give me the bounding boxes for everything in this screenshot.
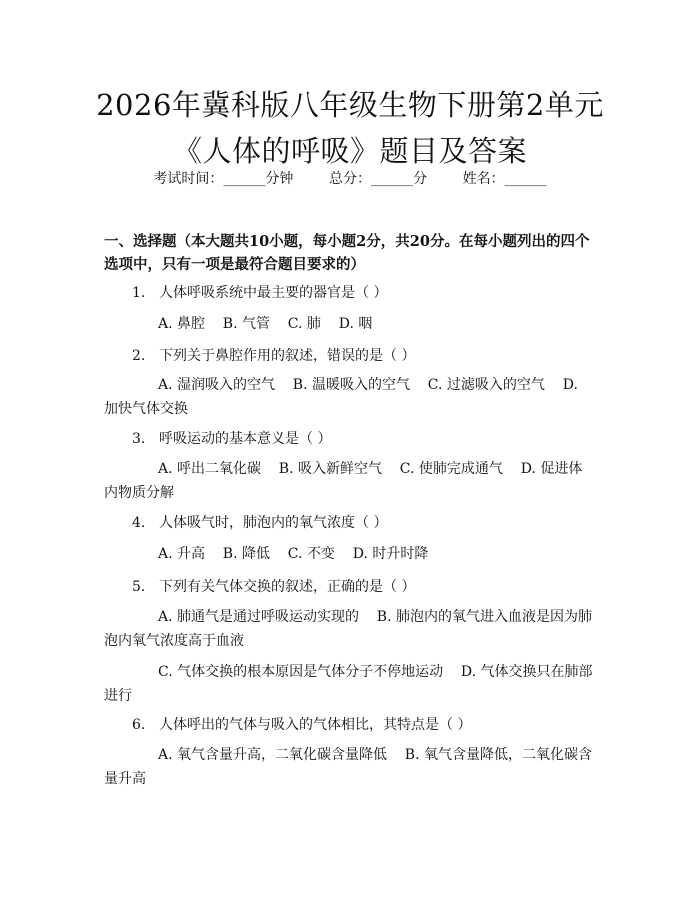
question-text: 下列有关气体交换的叙述，正确的是（ ）	[159, 579, 416, 595]
question-options	[104, 373, 596, 421]
question-options	[104, 660, 596, 708]
time-blank: ______	[223, 171, 266, 187]
question-number: 5.	[132, 579, 146, 595]
question-number: 2.	[132, 348, 146, 364]
name-label: 姓名：	[462, 171, 505, 187]
options-text: A. 氧气含量升高，二氧化碳含量降低 B. 氧气含量降低，二氧化碳含量升高	[104, 747, 592, 787]
options-text: A. 湿润吸入的空气 B. 温暖吸入的空气 C. 过滤吸入的空气 D. 加快气体交换	[104, 377, 583, 417]
question	[132, 428, 331, 450]
section-heading: 一、选择题（本大题共10小题，每小题2分，共20分。在每小题列出的四个选项中，只有一项是最符合题目要求的）	[104, 233, 590, 273]
question-number: 3.	[132, 431, 146, 447]
question-text: 人体呼出的气体与吸入的气体相比，其特点是（ ）	[159, 717, 472, 733]
options-text: A. 呼出二氧化碳 B. 吸入新鲜空气 C. 使肺完成通气 D. 促进体内物质分解	[104, 461, 583, 501]
question-options	[104, 605, 596, 653]
question-text: 人体吸气时，肺泡内的氧气浓度（ ）	[159, 515, 388, 531]
score-blank: ______	[371, 171, 413, 187]
name-blank: ______	[504, 171, 547, 187]
options-text: A. 升高 B. 降低 C. 不变 D. 时升时降	[158, 546, 429, 562]
time-label: 考试时间：	[153, 171, 224, 187]
time-unit: 分钟	[265, 171, 294, 187]
question	[132, 576, 415, 598]
question-number: 4.	[132, 515, 146, 531]
options-text: C. 气体交换的根本原因是气体分子不停地运动 D. 气体交换只在肺部进行	[104, 664, 593, 704]
question-options	[104, 542, 596, 566]
question-text: 呼吸运动的基本意义是（ ）	[159, 431, 332, 447]
question-number: 6.	[132, 717, 146, 733]
question-options	[104, 457, 596, 505]
question	[132, 714, 471, 736]
options-text: A. 鼻腔 B. 气管 C. 肺 D. 咽	[158, 316, 373, 332]
question	[132, 345, 415, 367]
options-text: A. 肺通气是通过呼吸运动实现的 B. 肺泡内的氧气进入血液是因为肺泡内氧气浓度高于血液	[104, 609, 592, 649]
score-unit: 分	[413, 171, 427, 187]
question-text: 下列关于鼻腔作用的叙述，错误的是（ ）	[159, 348, 416, 364]
question	[132, 512, 387, 534]
score-label: 总分：	[329, 171, 371, 187]
question-number: 1.	[132, 285, 146, 301]
question-text: 人体呼吸系统中最主要的器官是（ ）	[159, 285, 388, 301]
question	[132, 282, 387, 304]
question-options	[104, 743, 596, 791]
exam-meta	[0, 168, 700, 190]
question-options	[104, 312, 596, 336]
page-title: 2026年冀科版八年级生物下册第2单元《人体的呼吸》题目及答案	[96, 88, 604, 168]
